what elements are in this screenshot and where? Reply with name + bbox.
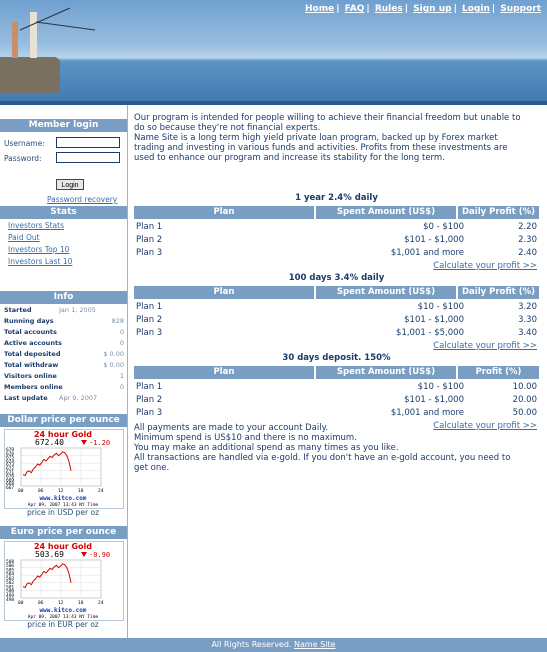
info-title: Info [0, 291, 127, 304]
gold-usd-chart [4, 429, 124, 509]
nav-faq-link[interactable]: FAQ [344, 4, 365, 14]
x-tick-label: 18 [78, 489, 84, 494]
y-tick-label: 671 [6, 470, 15, 476]
gold-source: www.kitco.com [39, 495, 87, 502]
y-tick-label: 502 [6, 581, 15, 587]
username-label: Username: [4, 139, 45, 148]
gold-eur-box [0, 526, 127, 641]
y-tick-label: 498 [6, 598, 15, 603]
footer-site-link[interactable]: Name Site [294, 640, 336, 649]
gold-eur-caption: price in EUR per oz [27, 620, 99, 629]
y-tick-label: 669 [6, 478, 15, 484]
gold-eur-title: Euro price per ounce [0, 526, 127, 539]
y-tick-label: 499 [6, 593, 15, 599]
top-nav: Home | FAQ | Rules | Sign up | Login | Support [305, 4, 541, 14]
plan-amount: $0 - $100 [423, 222, 464, 232]
plan-row [134, 222, 539, 235]
x-tick-label: 06 [38, 489, 44, 494]
intro-text: Our program is intended for people willing to achieve their financial freedom but unable to do so because they're not financial experts. Name Site is a long term high yield private loan program, backed up by Forex market trading and investing in various funds and activities. Profits from these investments are used to enhance our program and increase its stability for the long term. [134, 113, 521, 163]
y-tick-label: 508 [6, 560, 15, 565]
y-tick-label: 675 [6, 455, 15, 461]
y-tick-label: 500 [6, 589, 15, 595]
info-row: Total withdraw $ 0.00 [4, 361, 124, 369]
x-tick-label: 12 [58, 601, 64, 606]
login-button[interactable]: Login [56, 179, 84, 190]
plan-amount: $1,001 and more [390, 248, 464, 258]
password-input[interactable] [56, 152, 120, 163]
gold-usd-title: Dollar price per ounce [0, 414, 127, 427]
info-row: Started Jan 1, 2005 [4, 306, 96, 314]
password-recovery-link[interactable]: Password recovery [47, 195, 118, 204]
plan-amount: $1,001 and more [390, 408, 464, 418]
gold-source: www.kitco.com [39, 607, 87, 614]
sidebar [0, 105, 128, 638]
plan-row [134, 382, 539, 395]
nav-signup-link[interactable]: Sign up [413, 4, 452, 14]
plan-profit: 2.30 [518, 235, 537, 245]
x-tick-label: 24 [98, 489, 104, 494]
paid-out-link[interactable]: Paid Out [8, 233, 40, 242]
gold-timestamp: Apr 09, 2007 13:43 NY Time [27, 615, 99, 620]
plan-profit: 3.30 [518, 315, 537, 325]
y-tick-label: 506 [6, 564, 15, 570]
plan-header-cell: Plan [134, 366, 314, 379]
plan-name: Plan 2 [136, 395, 163, 405]
nav-support-link[interactable]: Support [500, 4, 541, 14]
investors-stats-link[interactable]: Investors Stats [8, 221, 64, 230]
down-arrow-icon [81, 552, 87, 557]
plan-header-cell: Spent Amount (US$) [316, 286, 456, 299]
plan-name: Plan 2 [136, 315, 163, 325]
gold-usd-box [0, 414, 127, 529]
info-row: Total accounts 0 [4, 328, 124, 336]
plan-table-header [134, 286, 539, 299]
plan-header-cell: Plan [134, 286, 314, 299]
x-tick-label: 00 [18, 489, 24, 494]
x-tick-label: 24 [98, 601, 104, 606]
y-tick-label: 668 [6, 482, 15, 488]
plan-header-cell: Spent Amount (US$) [316, 366, 456, 379]
nav-rules-link[interactable]: Rules [374, 4, 403, 14]
y-tick-label: 501 [6, 585, 15, 591]
plan-header-cell: Profit (%) [458, 366, 539, 379]
plan-row [134, 395, 539, 408]
y-tick-label: 674 [6, 459, 15, 465]
plan-profit: 10.00 [512, 382, 537, 392]
plan-header-cell: Plan [134, 206, 314, 219]
info-row: Total deposited $ 0.00 [4, 350, 124, 358]
plan-name: Plan 2 [136, 235, 163, 245]
y-tick-label: 504 [6, 572, 15, 578]
plan-name: Plan 3 [136, 248, 163, 258]
y-tick-label: 679 [6, 448, 15, 453]
plan-table-title: 100 days 3.4% daily [288, 273, 385, 283]
info-box [0, 291, 127, 411]
gold-price: 503.69 [35, 550, 64, 559]
x-tick-label: 18 [78, 601, 84, 606]
plan-amount: $101 - $1,000 [404, 235, 464, 245]
calculate-profit-link[interactable]: Calculate your profit >> [433, 261, 537, 271]
plan-row [134, 315, 539, 328]
investors-last10-link[interactable]: Investors Last 10 [8, 257, 73, 266]
plan-table-title: 1 year 2.4% daily [295, 193, 378, 203]
calculate-profit-link[interactable]: Calculate your profit >> [433, 421, 537, 431]
username-input[interactable] [56, 137, 120, 148]
footer-text: All Rights Reserved. [211, 640, 292, 649]
member-login-title: Member login [0, 119, 127, 132]
y-tick-label: 672 [6, 467, 15, 472]
plan-profit: 2.20 [518, 222, 537, 232]
plan-row [134, 248, 539, 261]
y-tick-label: 676 [6, 451, 15, 457]
plan-name: Plan 3 [136, 408, 163, 418]
plan-name: Plan 1 [136, 302, 163, 312]
plan-row [134, 302, 539, 315]
gold-chart-title: 24 hour Gold [33, 430, 93, 439]
investors-top10-link[interactable]: Investors Top 10 [8, 245, 70, 254]
plan-profit: 3.20 [518, 302, 537, 312]
plan-table-header [134, 206, 539, 219]
plan-row [134, 408, 539, 421]
x-tick-label: 12 [58, 489, 64, 494]
y-tick-label: 505 [6, 568, 15, 574]
gold-usd-caption: price in USD per oz [26, 508, 100, 517]
payment-notes: All payments are made to your account Daily. Minimum spend is US$10 and there is no maximum. You may make an additional spend as many times as you like. All transactions are handled via e-gold. If you don't have an e-gold account, you need to get one. [134, 423, 511, 473]
info-row: Last update Apr 9, 2007 [4, 394, 98, 402]
plan-row [134, 235, 539, 248]
plan-name: Plan 3 [136, 328, 163, 338]
gold-eur-chart [4, 541, 124, 621]
calculate-profit-link[interactable]: Calculate your profit >> [433, 341, 537, 351]
y-tick-label: 503 [6, 576, 15, 582]
down-arrow-icon [81, 440, 87, 445]
stats-box [0, 206, 127, 276]
y-tick-label: 667 [6, 486, 15, 491]
gold-change: -1.20 [89, 439, 111, 447]
info-row: Visitors online 1 [4, 372, 124, 380]
plan-amount: $101 - $1,000 [404, 315, 464, 325]
stats-title: Stats [0, 206, 127, 219]
plan-amount: $10 - $100 [417, 302, 464, 312]
footer [0, 638, 547, 652]
plan-amount: $101 - $1,000 [404, 395, 464, 405]
info-row: Members online 0 [4, 383, 124, 391]
plan-profit: 20.00 [512, 395, 537, 405]
x-tick-label: 00 [18, 601, 24, 606]
info-row: Running days 828 [4, 317, 124, 325]
plan-header-cell: Spent Amount (US$) [316, 206, 456, 219]
plan-header-cell: Daily Profit (%) [458, 286, 539, 299]
plan-table-header [134, 366, 539, 379]
main-content [134, 105, 539, 638]
plan-profit: 2.40 [518, 248, 537, 258]
x-tick-label: 06 [38, 601, 44, 606]
plan-name: Plan 1 [136, 222, 163, 232]
plan-profit: 3.40 [518, 328, 537, 338]
y-tick-label: 673 [6, 463, 15, 469]
y-tick-label: 670 [6, 474, 15, 480]
plan-amount: $10 - $100 [417, 382, 464, 392]
plan-profit: 50.00 [512, 408, 537, 418]
nav-home-link[interactable]: Home [305, 4, 335, 14]
plan-header-cell: Daily Profit (%) [458, 206, 539, 219]
nav-login-link[interactable]: Login [462, 4, 490, 14]
gold-chart-title: 24 hour Gold [33, 542, 93, 551]
gold-timestamp: Apr 09, 2007 13:43 NY Time [27, 503, 99, 508]
header-banner [0, 0, 547, 105]
gold-price: 672.40 [35, 438, 64, 447]
member-login-box [0, 119, 127, 209]
plan-row [134, 328, 539, 341]
plan-table-title: 30 days deposit. 150% [282, 353, 391, 363]
password-label: Password: [4, 154, 42, 163]
info-row: Active accounts 0 [4, 339, 124, 347]
plan-name: Plan 1 [136, 382, 163, 392]
fishing-rod-lines [0, 0, 547, 105]
gold-change: -0.90 [89, 551, 111, 559]
plan-amount: $1,001 - $5,000 [396, 328, 464, 338]
